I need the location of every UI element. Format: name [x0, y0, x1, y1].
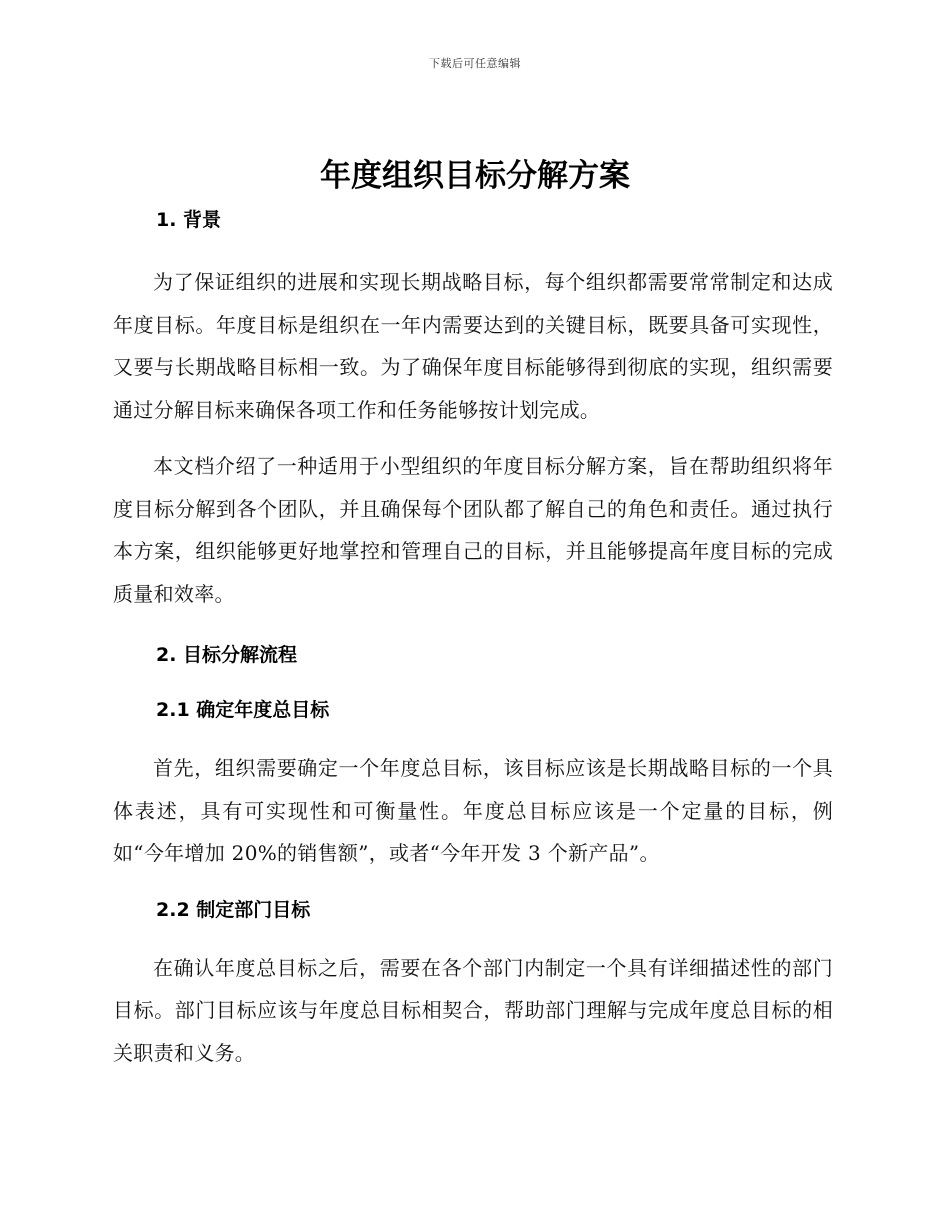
department-goal-paragraph: 在确认年度总目标之后，需要在各个部门内制定一个具有详细描述性的部门目标。部门目标应该与年度总目标相契合，帮助部门理解与完成年度总目标的相关职责和义务。	[113, 955, 833, 1065]
background-paragraph-1: 为了保证组织的进展和实现长期战略目标，每个组织都需要常常制定和达成年度目标。年度目标是组织在一年内需要达到的关键目标，既要具备可实现性，又要与长期战略目标相一致。为了确保年度目标能够得到彻底的实现，组织需要通过分解目标来确保各项工作和任务能够按计划完成。	[113, 270, 833, 422]
document-title: 年度组织目标分解方案	[320, 158, 630, 194]
background-paragraph-2: 本文档介绍了一种适用于小型组织的年度目标分解方案，旨在帮助组织将年度目标分解到各个团队，并且确保每个团队都了解自己的角色和责任。通过执行本方案，组织能够更好地掌控和管理自己的目标，并且能够提高年度目标的完成质量和效率。	[113, 454, 833, 606]
subsection-heading-department-goal: 2.2 制定部门目标	[156, 898, 311, 921]
subsection-heading-annual-goal: 2.1 确定年度总目标	[156, 699, 330, 721]
header-note: 下载后可任意编辑	[429, 57, 521, 70]
annual-goal-paragraph: 首先，组织需要确定一个年度总目标，该目标应该是长期战略目标的一个具体表述，具有可实现性和可衡量性。年度总目标应该是一个定量的目标，例如“今年增加 20%的销售额”，或者“今年开发 3 个新产品”。	[113, 756, 833, 865]
section-heading-background: 1. 背景	[156, 209, 222, 231]
document-body	[113, 205, 833, 1074]
section-heading-flow: 2. 目标分解流程	[156, 644, 298, 666]
